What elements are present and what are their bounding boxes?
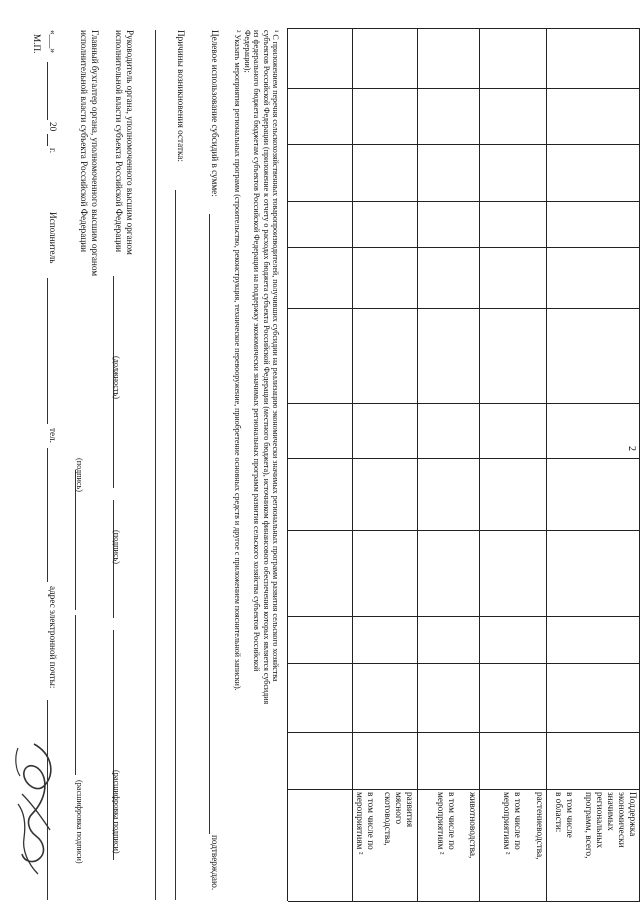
handwritten-signature: [6, 734, 62, 884]
table-row: развития мясного скотоводства, в том числе по мероприятиям ²: [354, 792, 414, 855]
table-row: растениеводства, в том числе по мероприятиям ²: [501, 792, 544, 860]
table-row: животноводства, в том числе по мероприятиям ²: [435, 792, 477, 859]
date-open: «___»: [48, 30, 58, 53]
date-g: г.: [48, 148, 58, 154]
acc-signature-caption: (подпись): [75, 458, 84, 492]
confirmed-text: подтверждаю.: [210, 835, 220, 891]
executor-field: [47, 278, 48, 424]
target-use-label: Целевое использование субсидий в сумме:: [210, 30, 220, 197]
reasons-label: Причины возникновения остатка:: [176, 30, 186, 162]
acc-decoding-field: [75, 615, 76, 775]
footnote-1: ¹ С приложением перечня сельскохозяйственных товаропроизводителей, получивших субсидии на реализацию экономически значимых региональных программ развития сельского хозяйства субъектов Российской Федерации (приложение к отчету о расходах бюджета субъекта Российской Федерации (местного бюджета), источником финансового обеспечения которых является субсидия из федерального бюджета бюджетам субъектов Российской Федерации на поддержку экономически значимых региональных программ развития сельского хозяйства субъектов Российской Федерации);: [242, 30, 280, 705]
executor-label: Исполнитель: [48, 212, 58, 264]
email-label: адрес электронной почты:: [48, 586, 58, 689]
footnote-2: ² Указать мероприятия региональных программ (строительство, реконструкция, техническое перевооружение, приобретение основных средств и другое с приложением пояснительной записки).: [233, 30, 242, 691]
accountant-label: Главный бухгалтер органа, уполномоченного высшим органом исполнительной власти субъекта Российской Федерации: [79, 30, 100, 277]
decoding-caption: (расшифровка подписи): [112, 770, 121, 854]
table-row: Поддержка экономически значимых региональных программ, всего, в том числе в области:: [553, 792, 637, 859]
reasons-field-2: [155, 30, 156, 900]
date-year-field: [47, 134, 48, 146]
head-label: Руководитель органа, уполномоченного высшим органом исполнительной власти субъекта Российской Федерации: [114, 30, 135, 255]
phone-field: [47, 448, 48, 582]
acc-decoding-caption: (расшифровка подписи): [75, 780, 84, 864]
reasons-field-1: [175, 190, 176, 900]
phone-label: тел.: [48, 428, 58, 443]
signature-caption: (подпись): [112, 530, 121, 564]
position-caption: (должность): [112, 356, 121, 399]
target-use-field: [209, 214, 210, 834]
stamp-label: М.П.: [32, 34, 42, 54]
date-month-field: [47, 62, 48, 120]
subsidy-table: [287, 28, 640, 901]
date-year: 20: [48, 122, 58, 132]
page-number: 2: [626, 446, 637, 451]
